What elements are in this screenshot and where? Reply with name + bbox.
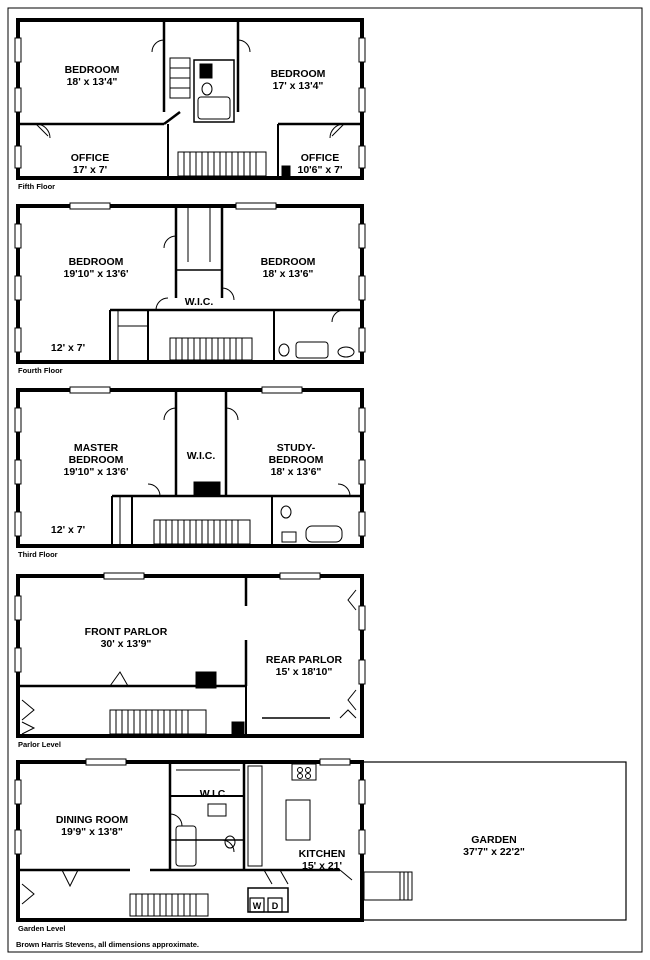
garden-level-label: Garden Level bbox=[18, 924, 66, 933]
dryer-label: D bbox=[271, 901, 279, 911]
third-small-room-label: 12' x 7' bbox=[50, 524, 86, 536]
fifth-bedroom-left-label: BEDROOM 18' x 13'4" bbox=[64, 64, 120, 88]
fourth-wic-label: W.I.C. bbox=[184, 296, 214, 308]
fifth-office-left-label: OFFICE 17' x 7' bbox=[70, 152, 110, 176]
fifth-office-right-label: OFFICE 10'6" x 7' bbox=[297, 152, 343, 176]
fourth-bedroom-left-label: BEDROOM 19'10" x 13'6' bbox=[63, 256, 129, 280]
fourth-small-room-label: 12' x 7' bbox=[50, 342, 86, 354]
third-master-bedroom-label: MASTER BEDROOM 19'10" x 13'6' bbox=[63, 442, 129, 478]
third-wic-label: W.I.C. bbox=[186, 450, 216, 462]
fifth-bedroom-right-label: BEDROOM 17' x 13'4" bbox=[270, 68, 326, 92]
garden-wic-label: W.I.C. bbox=[199, 788, 229, 800]
washer-label: W bbox=[252, 901, 262, 911]
garden-label: GARDEN 37'7" x 22'2" bbox=[463, 834, 525, 858]
fourth-floor-label: Fourth Floor bbox=[18, 366, 63, 375]
kitchen-label: KITCHEN 15' x 21' bbox=[298, 848, 346, 872]
fifth-floor-label: Fifth Floor bbox=[18, 182, 56, 191]
rear-parlor-label: REAR PARLOR 15' x 18'10" bbox=[265, 654, 343, 678]
parlor-level-label: Parlor Level bbox=[18, 740, 61, 749]
dining-room-label: DINING ROOM 19'9" x 13'8" bbox=[55, 814, 129, 838]
footer-disclaimer: Brown Harris Stevens, all dimensions approximate. bbox=[16, 940, 199, 949]
fourth-bedroom-right-label: BEDROOM 18' x 13'6" bbox=[260, 256, 316, 280]
third-floor-label: Third Floor bbox=[18, 550, 58, 559]
front-parlor-label: FRONT PARLOR 30' x 13'9" bbox=[84, 626, 168, 650]
third-study-bedroom-label: STUDY- BEDROOM 18' x 13'6" bbox=[268, 442, 324, 478]
